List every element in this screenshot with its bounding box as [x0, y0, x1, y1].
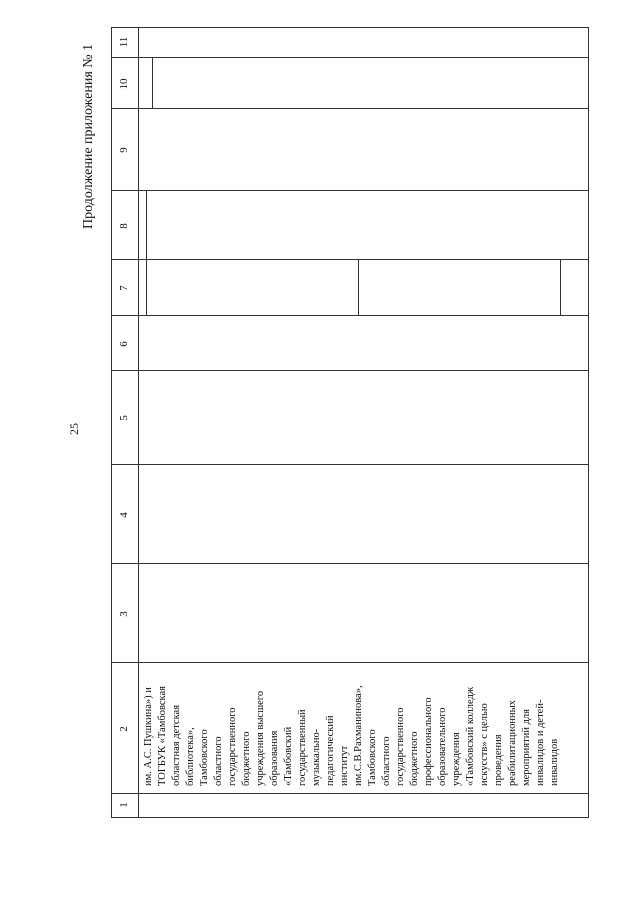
column-number: 11: [118, 36, 130, 48]
text-line: учреждения высшего: [255, 690, 266, 786]
text-line: областного: [213, 736, 224, 786]
text-line: институт: [339, 745, 350, 786]
column-number: 4: [118, 512, 130, 518]
column-divider: [112, 563, 588, 564]
column-number: 10: [118, 78, 130, 90]
text-line: реабилитационных: [507, 700, 518, 786]
column-number: 8: [118, 223, 130, 229]
text-line: учреждения: [451, 732, 462, 786]
column-number: 1: [118, 802, 130, 808]
column-number: 9: [118, 147, 130, 153]
text-line: государственного: [227, 707, 238, 786]
column-divider: [112, 662, 588, 663]
column-divider: [112, 315, 588, 316]
column-number: 3: [118, 611, 130, 617]
column-divider: [112, 57, 588, 58]
cell-subline: [146, 191, 147, 260]
column-number: 5: [118, 415, 130, 421]
text-line: бюджетного: [241, 731, 252, 786]
text-line: государственного: [395, 707, 406, 786]
text-line: Тамбовского: [367, 729, 378, 786]
text-line: мероприятий для: [521, 709, 532, 786]
column-number: 7: [118, 285, 130, 291]
page-header: Продолжение приложения № 1: [81, 43, 96, 229]
text-line: «Тамбовский колледж: [465, 686, 476, 786]
page-number: 25: [67, 423, 81, 435]
text-line: им. А.С. Пушкина») и: [143, 687, 154, 786]
column-number: 6: [118, 341, 130, 347]
column-divider: [112, 190, 588, 191]
text-line: искусств» с целью: [479, 703, 490, 786]
text-line: музыкально-: [311, 728, 322, 786]
text-line: областного: [381, 736, 392, 786]
column-divider: [112, 464, 588, 465]
column-number: 2: [118, 726, 130, 732]
text-line: областная детская: [171, 704, 182, 786]
text-line: бюджетного: [409, 731, 420, 786]
text-line: профессионального: [423, 697, 434, 786]
data-table: [111, 27, 589, 818]
column-divider: [112, 793, 588, 794]
column-divider: [112, 108, 588, 109]
text-line: инвалидов: [549, 738, 560, 786]
text-line: образования: [269, 730, 280, 786]
cell-subline: [146, 260, 147, 316]
text-line: инвалидов и детей-: [535, 699, 546, 786]
text-line: проведения: [493, 734, 504, 786]
text-line: библиотека»,: [185, 727, 196, 786]
column-divider: [112, 370, 588, 371]
text-line: государственный: [297, 709, 308, 786]
text-line: Тамбовского: [199, 729, 210, 786]
cell-subline: [152, 58, 153, 109]
column-divider: [112, 259, 588, 260]
cell-text-column-2: [142, 686, 562, 786]
text-line: ТОГБУК «Тамбовская: [157, 686, 168, 786]
text-line: образовательного: [437, 707, 448, 786]
cell-subline: [560, 260, 561, 316]
text-line: им.С.В.Рахманинова»,: [353, 685, 364, 786]
text-line: «Тамбовский: [283, 726, 294, 786]
cell-subline: [358, 260, 359, 316]
text-line: педагогический: [325, 715, 336, 786]
